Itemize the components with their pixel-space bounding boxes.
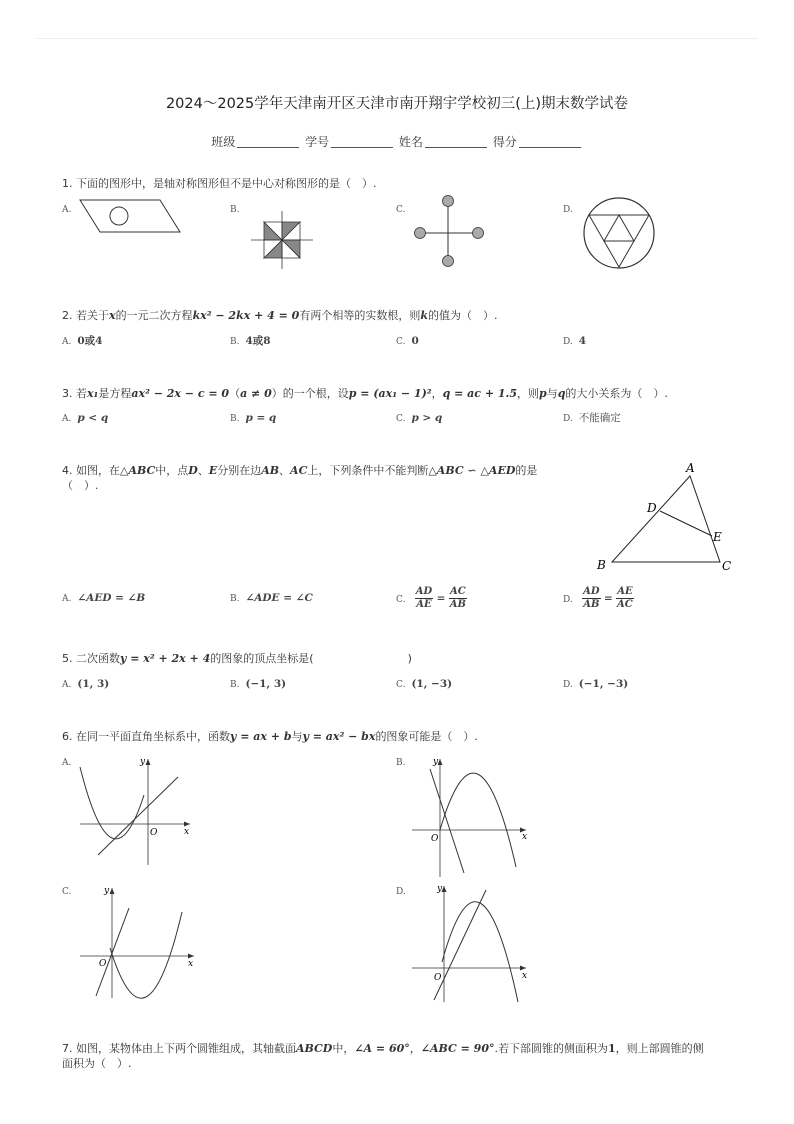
q6-option-c-graph (74, 884, 199, 1002)
class-field-label: 班级 (211, 135, 236, 149)
origin-label: O (99, 959, 107, 969)
q1-option-d-label: D. (563, 205, 573, 215)
q6-option-d-graph (410, 884, 535, 1004)
q3-option-d: D. 不能确定 (563, 412, 621, 424)
page-title: 2024～2025学年天津南开区天津市南开翔宇学校初三(上)期末数学试卷 (165, 96, 629, 112)
outer-circle-shape (584, 198, 654, 268)
fraction: $\frac{AC}{AB}$ (449, 586, 466, 610)
question-1-stem: 1. 下面的图形中，是轴对称图形但不是中心对称图形的是（ ）. (62, 177, 377, 190)
x-axis-label: x (522, 832, 528, 842)
q3-option-b: B. p = q (230, 412, 277, 424)
y-axis-arrow (442, 886, 447, 892)
number-field-blank (331, 135, 393, 148)
y-axis-arrow (146, 759, 151, 765)
q1-option-b-label: B. (230, 205, 240, 215)
q2-option-a: A. 0或4 (62, 335, 103, 347)
question-2-stem: 2. 若关于x的一元二次方程kx² − 2kx + 4 = 0有两个相等的实数根，则k的值为（ ）. (62, 309, 498, 322)
q4-option-c: C. $\frac{AD}{AE}$ = $\frac{AC}{AB}$ (396, 586, 466, 610)
number-field-label: 学号 (305, 135, 330, 149)
name-field-label: 姓名 (398, 135, 423, 149)
question-6-stem: 6. 在同一平面直角坐标系中，函数y = ax + b与y = ax² − bx的图象可能是（ ）. (62, 730, 478, 743)
q1-option-d-figure (578, 195, 662, 279)
origin-label: O (434, 973, 442, 983)
q3-option-a: A. p < q (62, 412, 109, 424)
top-divider (36, 38, 758, 39)
fraction: $\frac{AD}{AB}$ (583, 586, 600, 610)
q5-option-c: C. (1, −3) (396, 678, 453, 690)
q5-option-b: B. (−1, 3) (230, 678, 287, 690)
segment-de (660, 511, 712, 536)
q6-option-c-label: C. (62, 887, 72, 897)
q1-option-a-label: A. (62, 205, 72, 215)
cross-dot (443, 196, 454, 207)
q4-option-d: D. $\frac{AD}{AB}$ = $\frac{AE}{AC}$ (563, 586, 633, 610)
class-field-blank (237, 135, 299, 148)
triangle-abc (612, 476, 720, 562)
question-3-stem: 3. 若x₁是方程ax² − 2x − c = 0（a ≠ 0）的一个根，设p = (ax₁ − 1)²，q = ac + 1.5，则p与q的大小关系为（ ）. (62, 387, 668, 400)
circle-shape (110, 207, 128, 225)
origin-label: O (150, 828, 158, 838)
score-field-blank (519, 135, 581, 148)
y-axis-label: y (437, 884, 443, 894)
parabola-curve (80, 767, 144, 839)
vertex-label-b: B (597, 558, 606, 572)
x-axis-label: x (184, 827, 190, 837)
x-axis-arrow (188, 954, 194, 959)
fraction: $\frac{AD}{AE}$ (415, 586, 433, 610)
y-axis-label: y (140, 757, 146, 767)
fraction: $\frac{AE}{AC}$ (617, 586, 633, 610)
q1-option-c-label: C. (396, 205, 406, 215)
q4-option-a: A. ∠AED = ∠B (62, 592, 146, 604)
x-axis-arrow (184, 822, 190, 827)
q6-option-b-graph (410, 755, 535, 880)
y-axis-arrow (438, 759, 443, 765)
cross-dot (443, 256, 454, 267)
name-field-blank (425, 135, 487, 148)
x-axis-label: x (522, 971, 528, 981)
linear-line (98, 777, 178, 855)
parallelogram-shape (80, 200, 180, 232)
parabola-curve (110, 912, 182, 998)
y-axis-label: y (433, 757, 439, 767)
score-field-label: 得分 (492, 135, 517, 149)
vertex-label-c: C (722, 559, 732, 573)
y-axis-arrow (110, 888, 115, 894)
q5-option-a: A. (1, 3) (62, 678, 110, 690)
cross-dot (415, 228, 426, 239)
linear-line (434, 890, 486, 1000)
q3-option-c: C. p > q (396, 412, 443, 424)
x-axis-label: x (188, 959, 194, 969)
vertex-label-e: E (713, 530, 722, 544)
q6-option-d-label: D. (396, 887, 406, 897)
q6-option-a-label: A. (62, 758, 72, 768)
q4-triangle-figure (590, 460, 740, 575)
parabola-curve (440, 773, 516, 867)
origin-label: O (431, 834, 439, 844)
parabola-curve (442, 902, 518, 1002)
vertex-label-a: A (686, 461, 695, 475)
question-5-stem: 5. 二次函数y = x² + 2x + 4的图象的顶点坐标是( ) (62, 652, 412, 665)
x-axis-arrow (520, 966, 526, 971)
q1-option-b-figure (244, 210, 322, 272)
q1-option-a-figure (78, 196, 188, 238)
q2-option-b: B. 4或8 (230, 335, 271, 347)
cross-dot (473, 228, 484, 239)
vertex-label-d: D (647, 501, 657, 515)
q2-option-c: C. 0 (396, 335, 419, 347)
q2-option-d: D. 4 (563, 335, 587, 347)
q6-option-a-graph (74, 755, 194, 870)
q6-option-b-label: B. (396, 758, 406, 768)
question-4-stem: 4. 如图，在△ABC中，点D、E分别在边AB、AC上，下列条件中不能判断△ABC ∽ △AED的是 （ ）. (62, 464, 538, 492)
inner-triangle-shape (604, 215, 634, 241)
student-info-row (0, 133, 794, 150)
q1-option-c-figure (412, 194, 488, 270)
q4-option-b: B. ∠ADE = ∠C (230, 592, 313, 604)
q5-option-d: D. (−1, −3) (563, 678, 629, 690)
question-7-stem: 7. 如图，某物体由上下两个圆锥组成，其轴截面ABCD中，∠A = 60°，∠ABC = 90°.若下部圆锥的侧面积为1，则上部圆锥的侧 面积为（ ）. (62, 1042, 704, 1070)
y-axis-label: y (104, 886, 110, 896)
